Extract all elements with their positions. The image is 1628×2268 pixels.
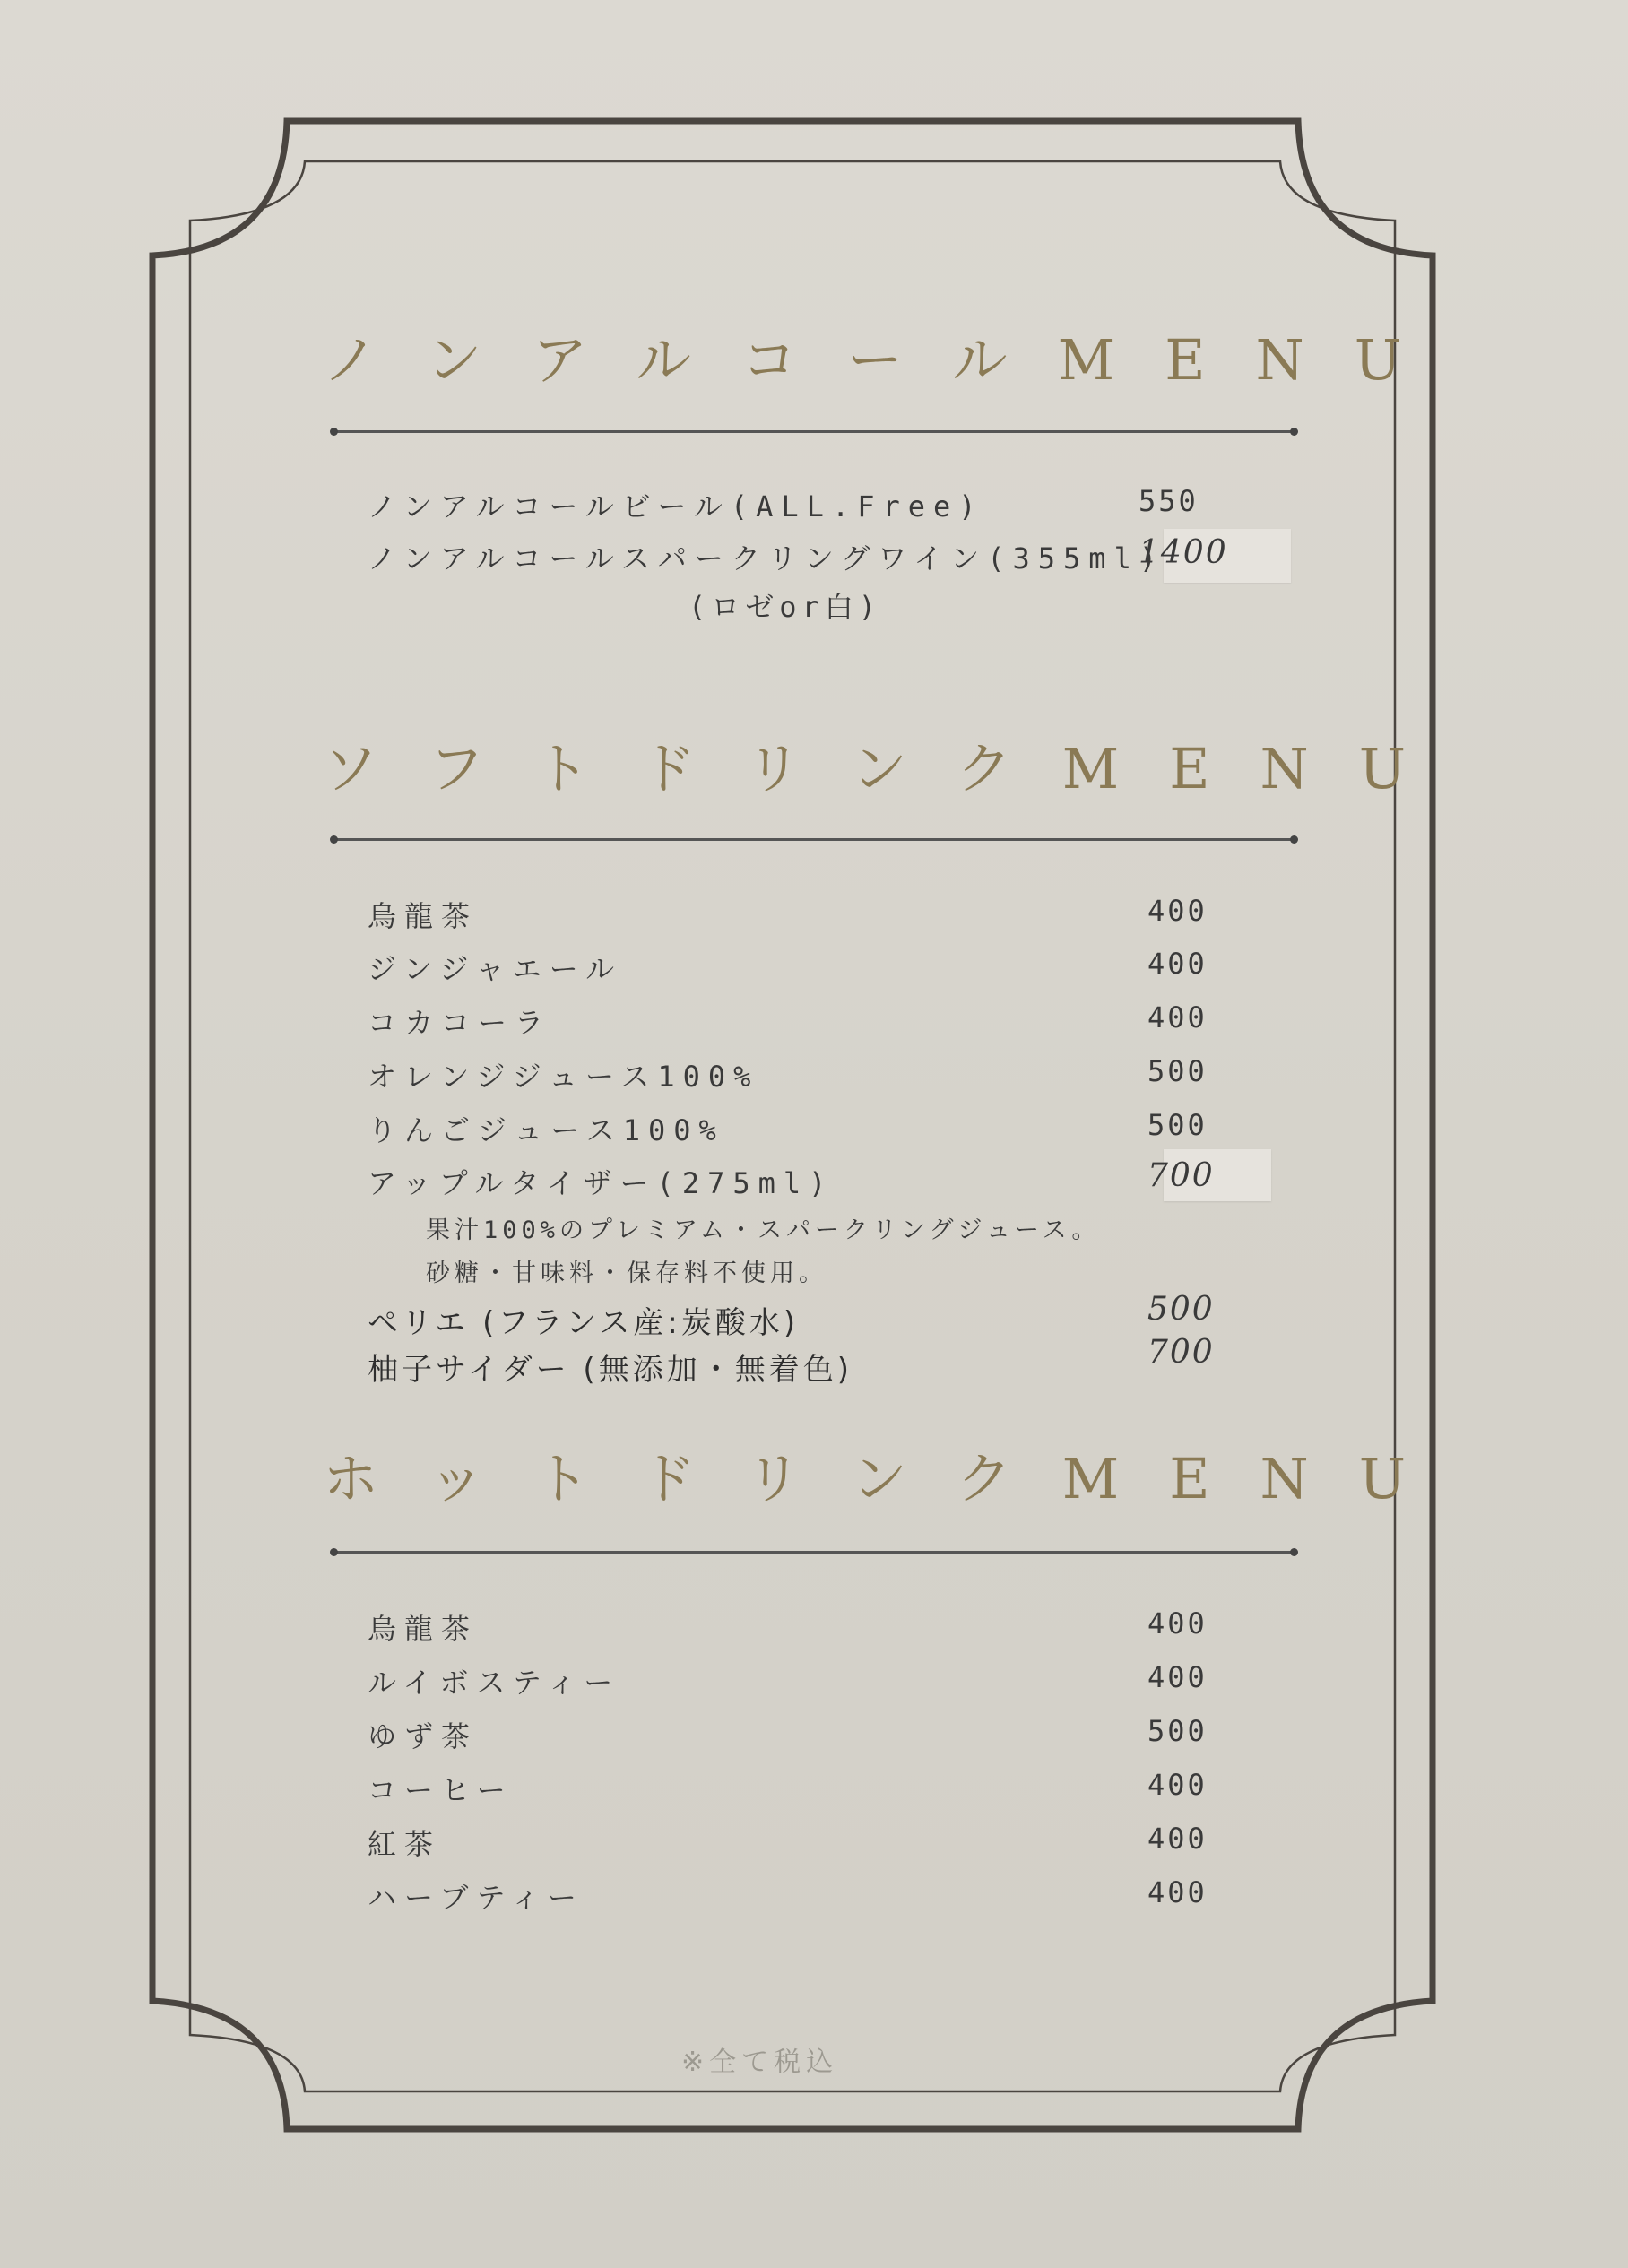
item-name: コーヒー <box>368 1773 514 1807</box>
item-description: 果汁100%のプレミアム・スパークリングジュース。 <box>426 1216 1101 1244</box>
item-name: ノンアルコールスパークリングワイン(355ml) <box>368 541 1165 576</box>
item-price: 400 <box>1147 947 1208 981</box>
item-name: ハーブティー <box>368 1881 585 1915</box>
item-name: オレンジジュース100% <box>368 1060 759 1094</box>
item-price: 700 <box>1147 1334 1215 1371</box>
item-name: 烏龍茶 <box>368 899 479 933</box>
menu-item <box>368 1822 1246 1866</box>
section-title-soft-drink: ソフトドリンクMENU <box>323 736 1457 801</box>
menu-item <box>368 1054 1246 1099</box>
section-divider <box>333 838 1295 841</box>
menu-item <box>368 536 1246 581</box>
item-price: 400 <box>1147 1822 1208 1856</box>
item-price: 700 <box>1147 1157 1215 1194</box>
item-price: 500 <box>1147 1714 1208 1748</box>
menu-item <box>368 1606 1246 1651</box>
item-price: 400 <box>1147 1660 1208 1694</box>
section-title-non-alcohol: ノンアルコールMENU <box>323 327 1452 393</box>
menu-item <box>368 1291 1246 1343</box>
menu-item <box>368 484 1246 529</box>
item-name: ノンアルコールビール(ALL.Free) <box>368 489 984 524</box>
item-price: 400 <box>1147 1000 1208 1034</box>
item-price: 400 <box>1147 1768 1208 1802</box>
item-name: 柚子サイダー (無添加・無着色) <box>368 1352 853 1388</box>
item-name: ペリエ (フランス産:炭酸水) <box>368 1305 800 1341</box>
item-name: 紅茶 <box>368 1827 442 1861</box>
item-price: 400 <box>1147 894 1208 928</box>
item-name: アップルタイザー(275ml) <box>368 1166 835 1200</box>
section-title-hot-drink: ホットドリンクMENU <box>323 1446 1457 1511</box>
tax-included-note: ※全て税込 <box>681 2047 839 2078</box>
item-note: (ロゼor白) <box>688 590 882 624</box>
menu-item <box>368 1108 1246 1153</box>
item-name: ゆず茶 <box>368 1719 479 1753</box>
item-price: 500 <box>1147 1054 1208 1088</box>
item-price: 1400 <box>1139 534 1228 571</box>
menu-item <box>368 1000 1246 1045</box>
menu-item <box>368 1660 1246 1705</box>
menu-item <box>368 1768 1246 1813</box>
menu-item <box>368 947 1246 991</box>
item-name: 烏龍茶 <box>368 1612 479 1646</box>
item-description: 砂糖・甘味料・保存料不使用。 <box>426 1260 827 1287</box>
item-name: りんごジュース100% <box>368 1113 724 1147</box>
item-price: 400 <box>1147 1875 1208 1909</box>
menu-item <box>368 1334 1246 1389</box>
section-divider <box>333 1551 1295 1554</box>
menu-item <box>368 894 1246 939</box>
menu-item <box>368 1875 1246 1920</box>
section-divider <box>333 430 1295 433</box>
item-name: ジンジャエール <box>368 952 623 986</box>
menu-item <box>368 1714 1246 1759</box>
item-price: 400 <box>1147 1606 1208 1640</box>
item-price: 500 <box>1147 1291 1215 1328</box>
item-price: 500 <box>1147 1108 1208 1142</box>
item-name: ルイボスティー <box>368 1666 621 1700</box>
menu-item <box>368 1157 1246 1206</box>
item-price: 550 <box>1139 484 1199 518</box>
item-name: コカコーラ <box>368 1006 552 1040</box>
